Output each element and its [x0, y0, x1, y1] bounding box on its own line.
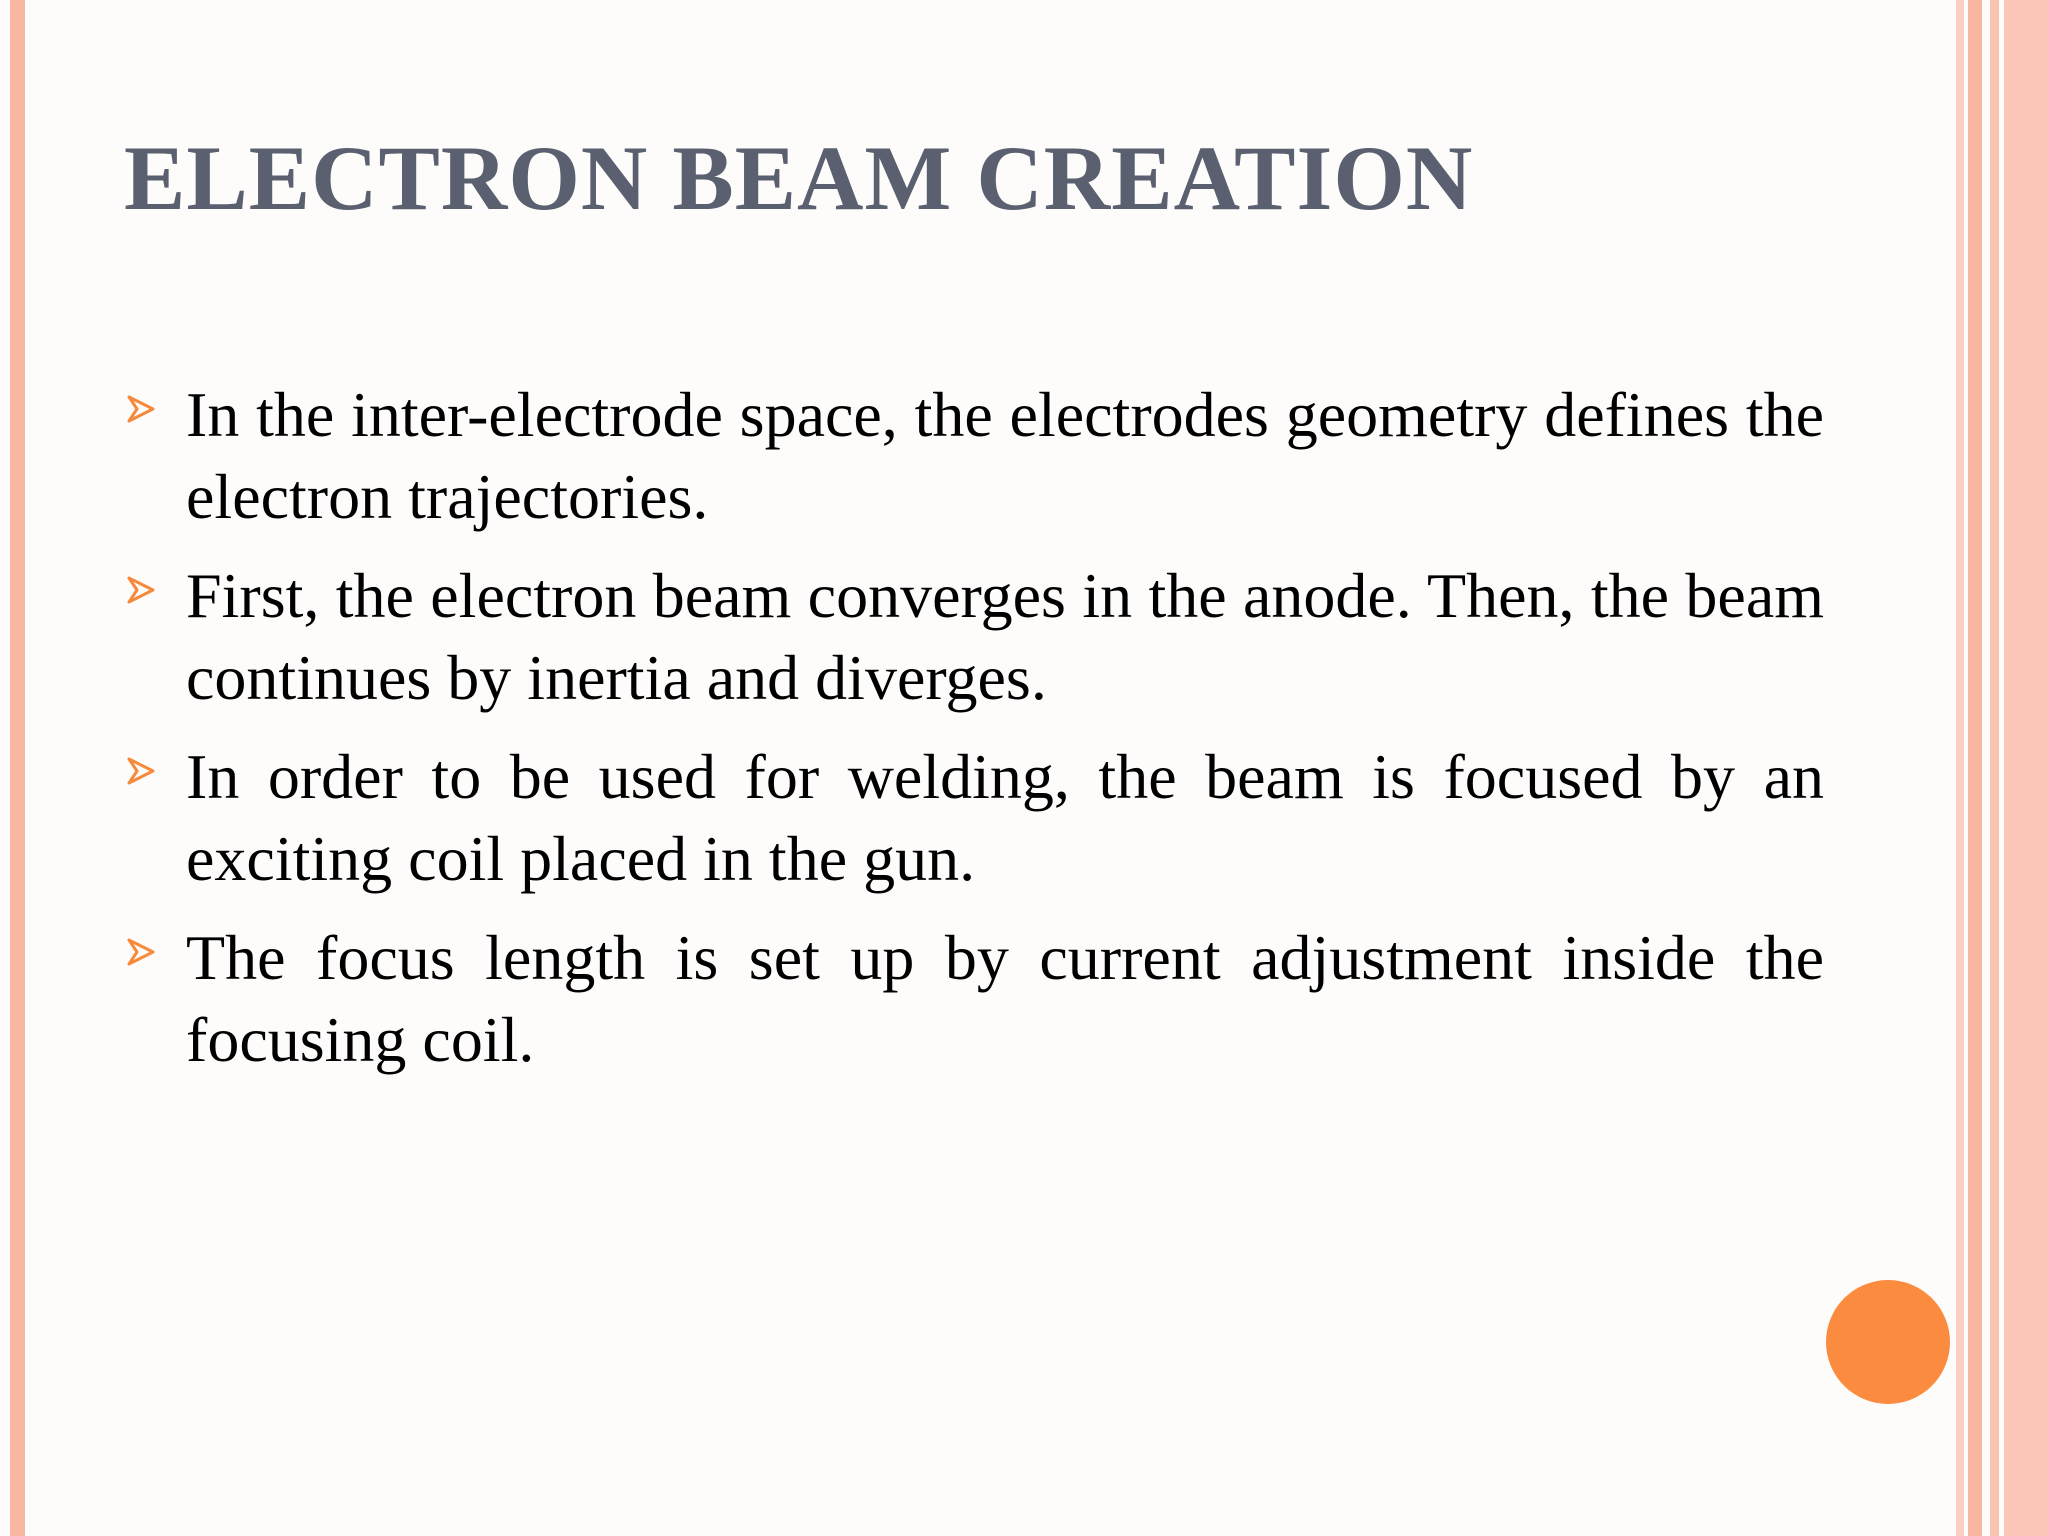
- bullet-text: In order to be used for welding, the beam is focused by an exciting coil placed in the gun.: [186, 741, 1824, 894]
- bullet-item: [124, 374, 1824, 538]
- right-border-stripe: [1990, 0, 1999, 1536]
- bullet-list: [124, 374, 1824, 1098]
- bullet-item: [124, 736, 1824, 900]
- right-border-stripe: [2004, 0, 2048, 1536]
- right-border-stripe: [1968, 0, 1982, 1536]
- bullet-item: [124, 555, 1824, 719]
- slide-title: ELECTRON BEAM CREATION: [124, 127, 1474, 229]
- left-border-stripe: [10, 0, 25, 1536]
- bullet-text: The focus length is set up by current adjustment inside the focusing coil.: [186, 922, 1824, 1075]
- bullet-text: First, the electron beam converges in the anode. Then, the beam continues by inertia and diverges.: [186, 560, 1824, 713]
- right-border-stripe: [1956, 0, 1964, 1536]
- arrow-bullet-icon: [126, 394, 156, 424]
- arrow-bullet-icon: [126, 575, 156, 605]
- arrow-bullet-icon: [126, 937, 156, 967]
- bullet-text: In the inter-electrode space, the electrodes geometry defines the electron trajectories.: [186, 379, 1824, 532]
- bullet-item: [124, 917, 1824, 1081]
- arrow-bullet-icon: [126, 756, 156, 786]
- decorative-dot: [1826, 1280, 1950, 1404]
